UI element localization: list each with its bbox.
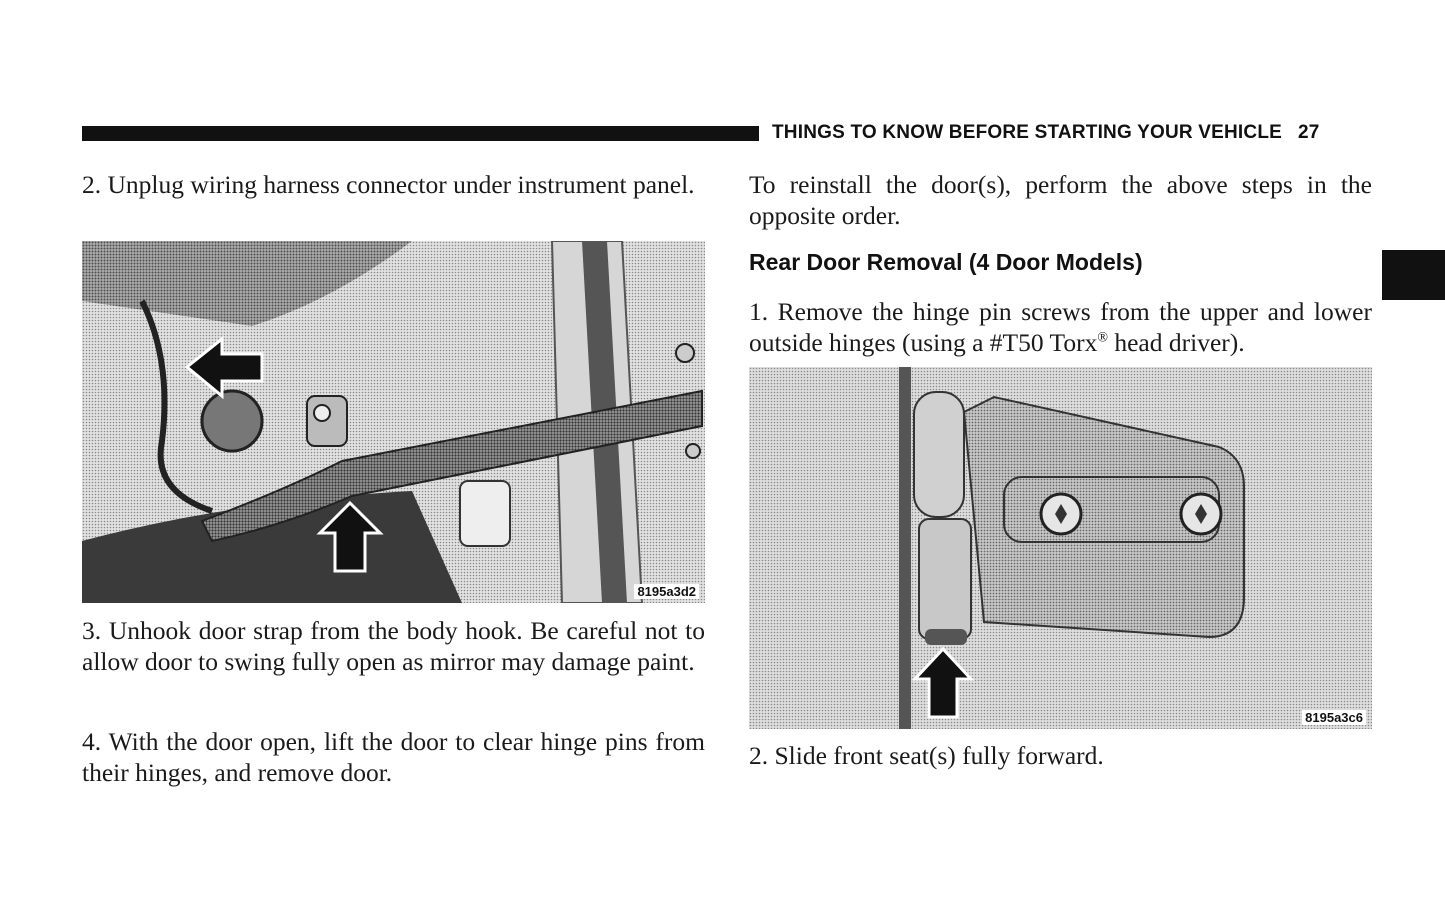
figure-code: 8195a3c6 (1302, 710, 1366, 725)
hinge-illustration (749, 367, 1372, 729)
page-number: 27 (1298, 122, 1320, 143)
step-4-lift-door: 4. With the door open, lift the door to clear hinge pins from their hinges, and remove door. (82, 727, 705, 787)
step-1-text-end: head driver). (1107, 328, 1245, 357)
figure-code: 8195a3d2 (634, 584, 699, 599)
running-header (772, 122, 1372, 144)
figure-hinge (749, 367, 1372, 729)
step-2-slide-seats: 2. Slide front seat(s) fully forward. (749, 741, 1104, 770)
header-rule (82, 126, 759, 141)
header-title: THINGS TO KNOW BEFORE STARTING YOUR VEHICLE (772, 122, 1283, 143)
registered-mark: ® (1097, 330, 1108, 346)
section-heading: Rear Door Removal (4 Door Models) (749, 249, 1143, 275)
step-1-remove-screws (749, 296, 1372, 358)
reinstall-note: To reinstall the door(s), perform the above steps in the opposite order. (749, 170, 1372, 230)
section-thumb-tab (1382, 250, 1445, 300)
wiring-harness-illustration (82, 241, 705, 603)
step-2-unplug: 2. Unplug wiring harness connector under instrument panel. (82, 170, 695, 199)
step-3-unhook-strap: 3. Unhook door strap from the body hook. Be careful not to allow door to swing fully open as mirror may damage paint. (82, 616, 705, 676)
figure-wiring-harness (82, 241, 705, 603)
step-1-text: 1. Remove the hinge pin screws from the upper and lower outside hinges (using a #T50 Torx (749, 297, 1372, 357)
